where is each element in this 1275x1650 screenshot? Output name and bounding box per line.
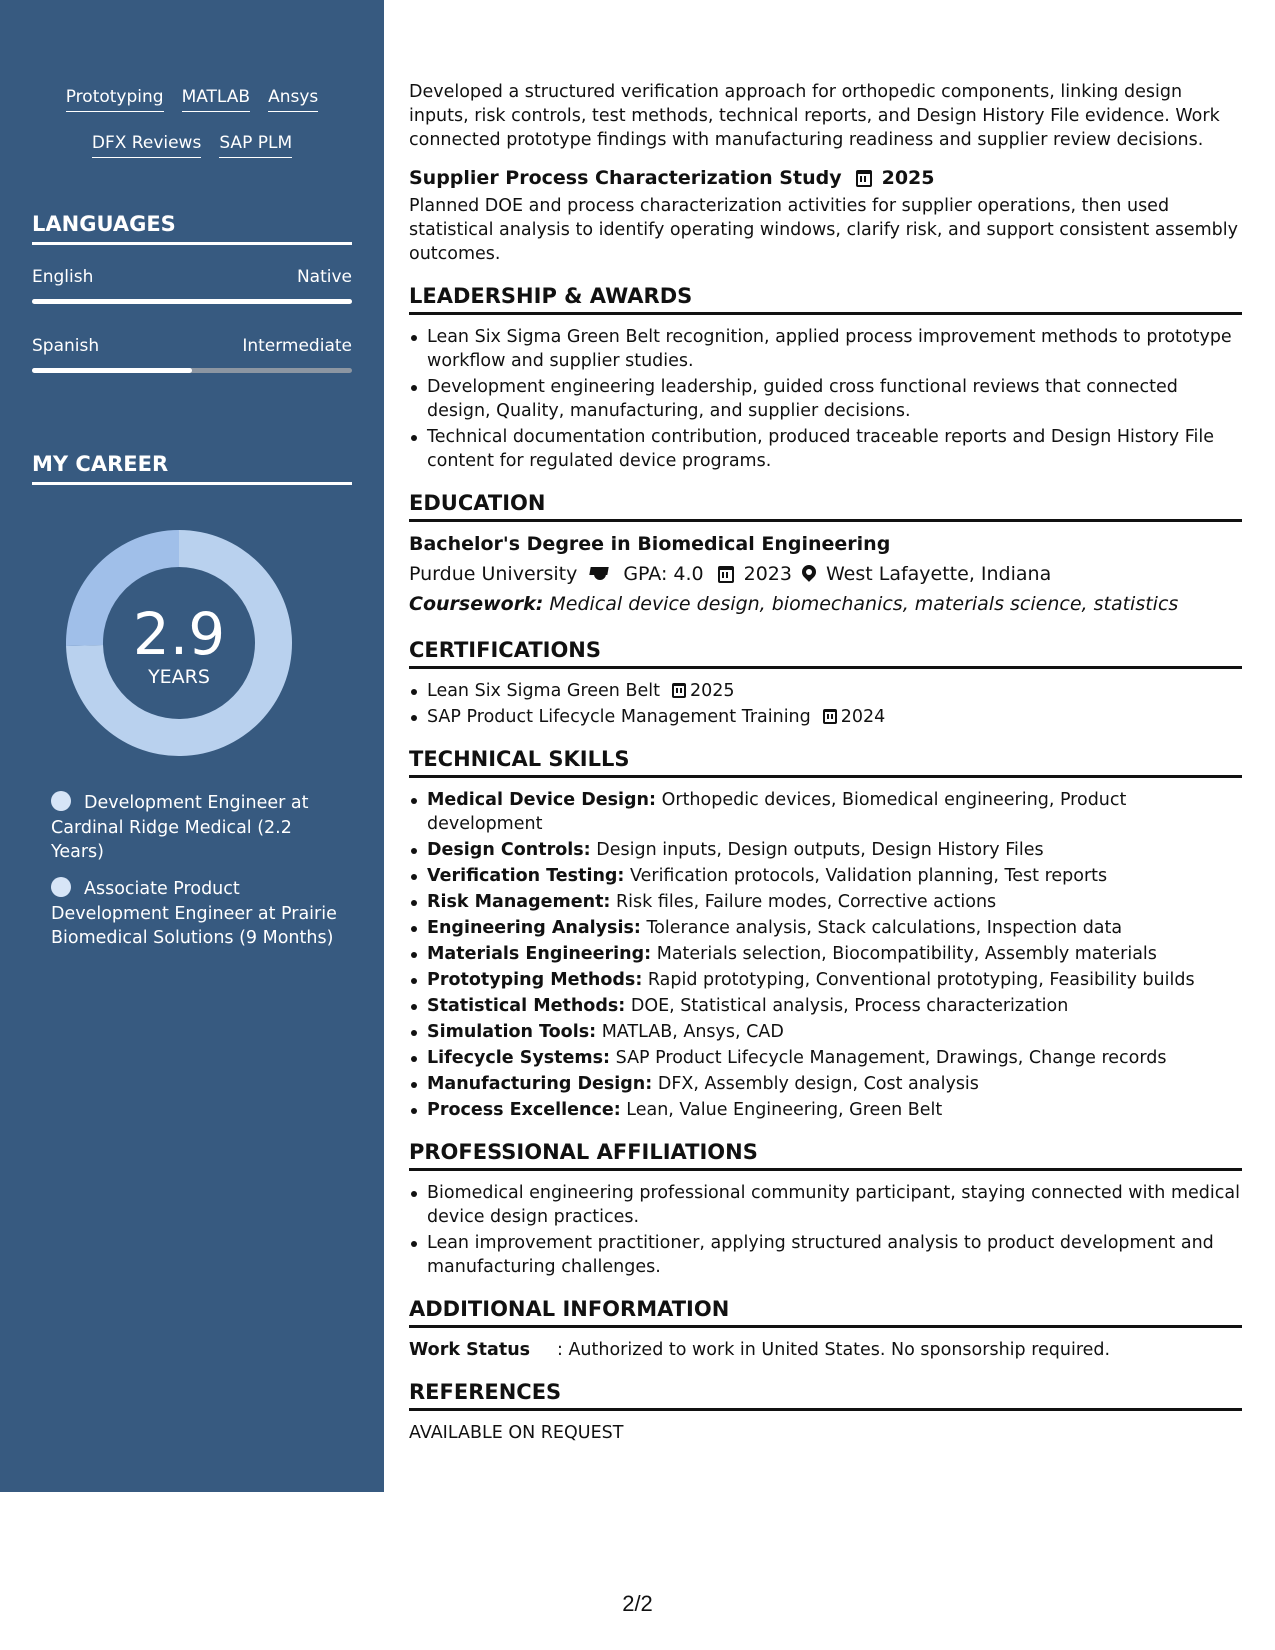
skill-tags-row-2 — [0, 132, 384, 158]
language-bar — [32, 368, 352, 373]
skill-label: Design Controls: — [427, 840, 591, 860]
coursework-text: Medical device design, biomechanics, materials science, statistics — [549, 593, 1179, 615]
degree-title: Bachelor's Degree in Biomedical Engineering — [409, 533, 891, 555]
gpa: GPA: 4.0 — [623, 563, 704, 585]
graduation-cap-icon — [587, 567, 613, 581]
language-bar — [32, 299, 352, 304]
skill-label: Simulation Tools: — [427, 1022, 597, 1042]
list-item: Lean Six Sigma Green Belt recognition, applied process improvement methods to prototype workflow and supplier studies. — [427, 325, 1242, 373]
career-item — [51, 877, 341, 951]
skill-value: Orthopedic devices, Biomedical engineering, Product development — [427, 790, 1127, 834]
leadership-list — [409, 325, 1242, 473]
references-heading: REFERENCES — [409, 1380, 1242, 1411]
language-english — [32, 267, 352, 304]
sidebar — [0, 0, 384, 1492]
skill-value: DFX, Assembly design, Cost analysis — [657, 1074, 979, 1094]
language-level: Intermediate — [242, 336, 352, 356]
calendar-icon — [718, 566, 734, 583]
certification-year: 2025 — [689, 681, 735, 701]
certification-name: Lean Six Sigma Green Belt — [427, 681, 660, 701]
skills-list — [409, 788, 1242, 1122]
affiliations-list — [409, 1181, 1242, 1279]
work-status-row — [409, 1338, 1242, 1362]
skill-value: DOE, Statistical analysis, Process characterization — [630, 996, 1069, 1016]
skill-label: Engineering Analysis: — [427, 918, 641, 938]
project-description: Planned DOE and process characterization activities for supplier operations, then used statistical analysis to identify operating windows, clarify risk, and support consistent assembly outcomes. — [409, 196, 1239, 264]
skill-item — [427, 916, 1242, 940]
legend-dot-icon — [51, 877, 71, 897]
page-number: 2/2 — [622, 1591, 653, 1616]
skill-label: Process Excellence: — [427, 1100, 621, 1120]
skills-heading: TECHNICAL SKILLS — [409, 747, 1242, 778]
location-pin-icon — [802, 565, 816, 583]
list-item: Development engineering leadership, guided cross functional reviews that connected design, Quality, manufacturing, and supplier decisions. — [427, 375, 1242, 423]
education-details — [409, 562, 1242, 586]
project-description: Developed a structured verification approach for orthopedic components, linking design inputs, risk controls, test methods, technical reports, and Design History File evidence. Work connected prototype findings with manufacturing readiness and supplier review decisions. — [409, 82, 1220, 150]
skill-item — [427, 942, 1242, 966]
tag-matlab[interactable]: MATLAB — [182, 86, 251, 112]
skill-tags — [0, 86, 384, 178]
tag-prototyping[interactable]: Prototyping — [66, 86, 164, 112]
skill-value: Lean, Value Engineering, Green Belt — [626, 1100, 943, 1120]
skill-value: MATLAB, Ansys, CAD — [601, 1022, 784, 1042]
skill-value: Risk files, Failure modes, Corrective actions — [616, 892, 997, 912]
skill-label: Risk Management: — [427, 892, 611, 912]
coursework-label: Coursework: — [409, 593, 544, 615]
work-status-value: : Authorized to work in United States. No sponsorship required. — [557, 1340, 1111, 1360]
legend-dot-icon — [51, 791, 71, 811]
language-bar-fill — [32, 368, 192, 373]
skill-item — [427, 788, 1242, 836]
list-item — [427, 705, 1242, 729]
skill-value: Rapid prototyping, Conventional prototyping, Feasibility builds — [647, 970, 1195, 990]
skill-label: Statistical Methods: — [427, 996, 626, 1016]
career-item — [51, 791, 341, 865]
skill-item — [427, 1072, 1242, 1096]
skill-item — [427, 864, 1242, 888]
language-name: English — [32, 267, 94, 287]
certifications-heading: CERTIFICATIONS — [409, 638, 1242, 669]
project-title-row — [409, 166, 1242, 190]
references-text: AVAILABLE ON REQUEST — [409, 1423, 624, 1443]
skill-label: Verification Testing: — [427, 866, 625, 886]
certification-year: 2024 — [840, 707, 886, 727]
work-status-label: Work Status — [409, 1340, 531, 1360]
skill-label: Materials Engineering: — [427, 944, 652, 964]
tag-dfx-reviews[interactable]: DFX Reviews — [92, 132, 201, 158]
language-spanish — [32, 336, 352, 373]
skill-value: Tolerance analysis, Stack calculations, Inspection data — [646, 918, 1123, 938]
coursework — [409, 592, 1242, 616]
main-content — [409, 80, 1242, 1445]
language-level: Native — [296, 267, 352, 287]
skill-item — [427, 890, 1242, 914]
skill-label: Prototyping Methods: — [427, 970, 643, 990]
school-location: West Lafayette, Indiana — [825, 563, 1052, 585]
career-heading: MY CAREER — [32, 452, 352, 485]
skill-item — [427, 1046, 1242, 1070]
skill-item — [427, 1020, 1242, 1044]
language-bar-fill — [32, 299, 352, 304]
skill-value: Design inputs, Design outputs, Design History Files — [596, 840, 1044, 860]
skill-value: Verification protocols, Validation planning, Test reports — [630, 866, 1108, 886]
tag-sap-plm[interactable]: SAP PLM — [219, 132, 292, 158]
tag-ansys[interactable]: Ansys — [268, 86, 318, 112]
career-item-text: Development Engineer at Cardinal Ridge Medical (2.2 Years) — [51, 793, 309, 862]
calendar-icon — [856, 170, 872, 187]
career-years-label: YEARS — [148, 666, 210, 688]
skill-label: Manufacturing Design: — [427, 1074, 653, 1094]
skill-label: Lifecycle Systems: — [427, 1048, 611, 1068]
school-name: Purdue University — [409, 563, 578, 585]
additional-info-heading: ADDITIONAL INFORMATION — [409, 1297, 1242, 1328]
skill-item — [427, 968, 1242, 992]
calendar-icon — [823, 709, 837, 724]
affiliations-heading: PROFESSIONAL AFFILIATIONS — [409, 1140, 1242, 1171]
skill-tags-row-1 — [0, 86, 384, 112]
calendar-icon — [672, 683, 686, 698]
list-item: Lean improvement practitioner, applying structured analysis to product development and manufacturing challenges. — [427, 1231, 1242, 1279]
languages-heading: LANGUAGES — [32, 212, 352, 245]
list-item: Biomedical engineering professional community participant, staying connected with medical device design practices. — [427, 1181, 1242, 1229]
list-item — [427, 679, 1242, 703]
education-heading: EDUCATION — [409, 491, 1242, 522]
leadership-heading: LEADERSHIP & AWARDS — [409, 284, 1242, 315]
certifications-list — [409, 679, 1242, 729]
career-item-text: Associate Product Development Engineer at Prairie Biomedical Solutions (9 Months) — [51, 879, 337, 948]
graduation-year: 2023 — [743, 563, 792, 585]
skill-value: Materials selection, Biocompatibility, Assembly materials — [656, 944, 1157, 964]
skill-item — [427, 994, 1242, 1018]
skill-item — [427, 1098, 1242, 1122]
list-item: Technical documentation contribution, produced traceable reports and Design History File content for regulated device programs. — [427, 425, 1242, 473]
certification-name: SAP Product Lifecycle Management Training — [427, 707, 811, 727]
language-name: Spanish — [32, 336, 100, 356]
skill-item — [427, 838, 1242, 862]
skill-value: SAP Product Lifecycle Management, Drawings, Change records — [615, 1048, 1167, 1068]
project-year: 2025 — [881, 167, 935, 189]
skill-label: Medical Device Design: — [427, 790, 657, 810]
career-total-years: 2.9 — [132, 600, 226, 668]
project-title: Supplier Process Characterization Study — [409, 167, 842, 189]
